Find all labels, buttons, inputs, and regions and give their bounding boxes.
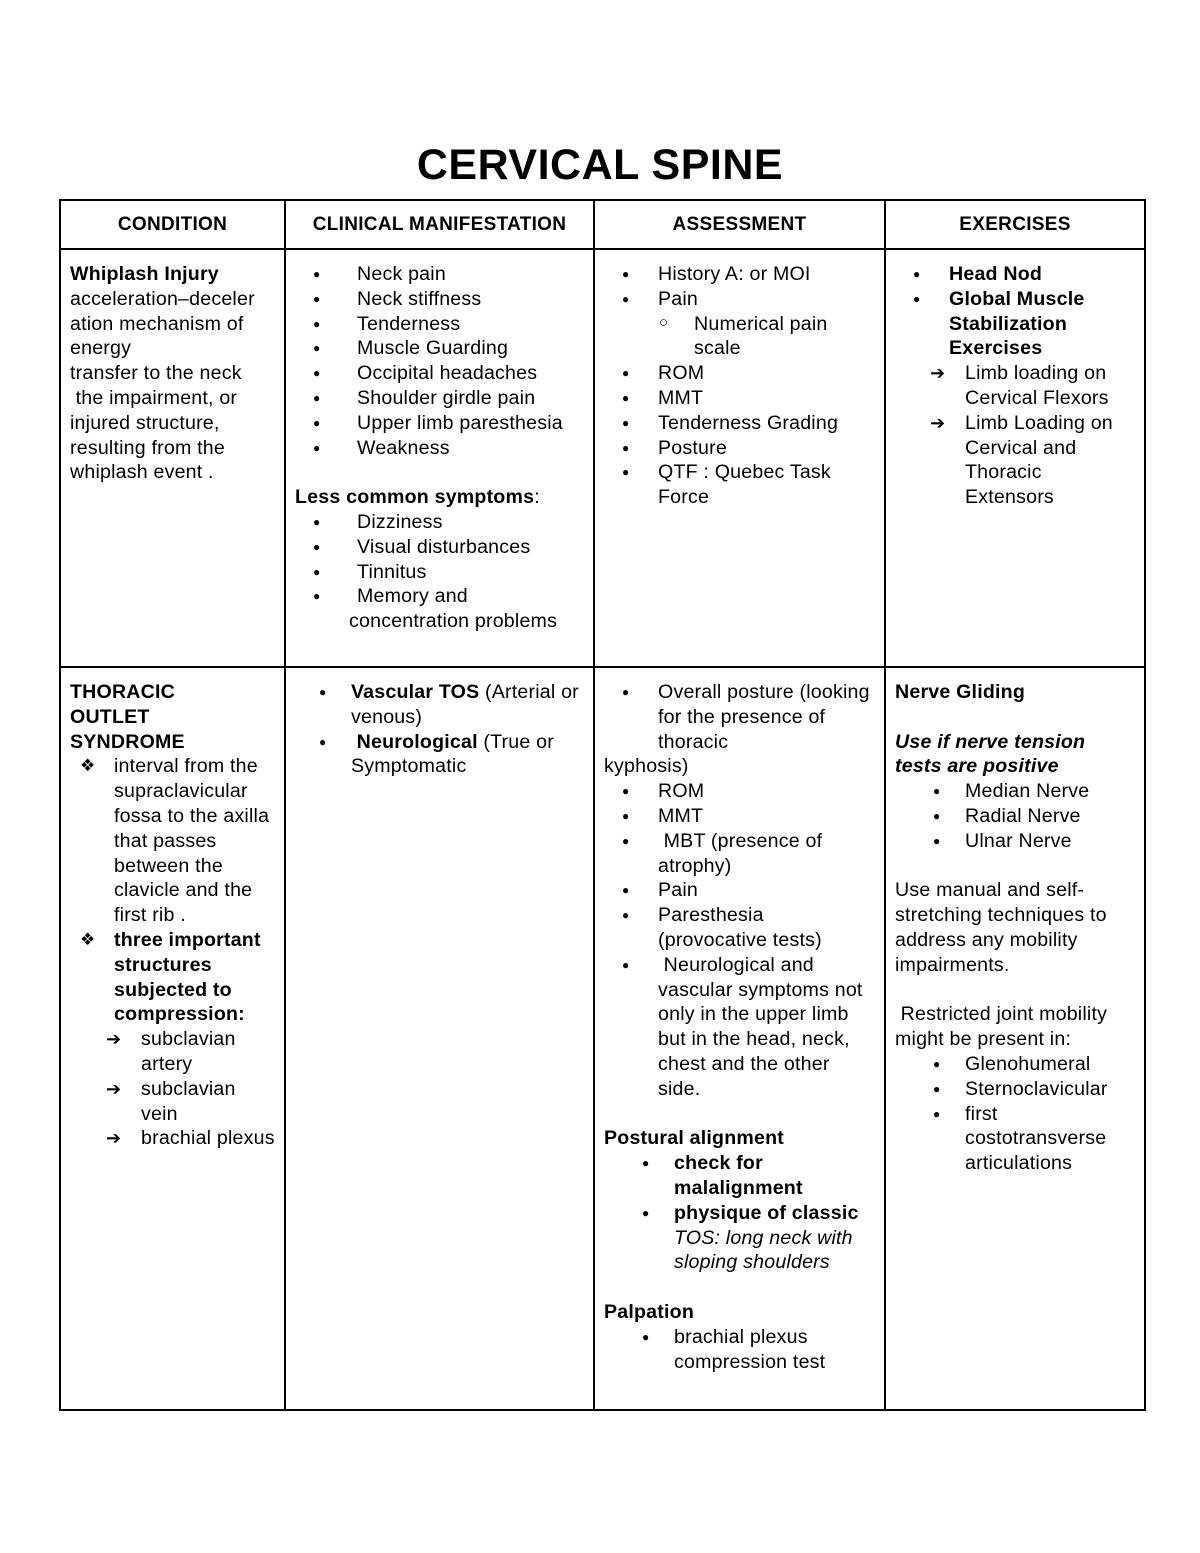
restricted-text: Restricted joint mobility might be present in: (895, 1003, 1113, 1051)
use-if-note: Use if nerve tension tests are positive (895, 730, 1086, 778)
list-item: ● Ulnar Nerve (895, 829, 1136, 854)
list-item: ● Upper limb paresthesia (295, 411, 585, 436)
header-exercises: EXERCISES (885, 200, 1145, 249)
header-condition: CONDITION (60, 200, 285, 249)
tos-condition-cell (60, 667, 285, 1410)
list-item: ● Median Nerve (895, 779, 1136, 804)
list-item: ❖ interval from the supraclavicular fossa to the axilla that passes between the clavicle and the first rib . (70, 754, 276, 928)
less-common-list (295, 510, 585, 634)
cervical-spine-table (59, 199, 1146, 1411)
list-item: ● Occipital headaches (295, 361, 585, 386)
nerve-list (895, 779, 1136, 853)
tos-exercises-cell (885, 667, 1145, 1410)
symptom-list (295, 262, 585, 460)
list-item: ● Tinnitus (295, 560, 585, 585)
list-item: ● Pain (604, 287, 876, 312)
list-item: ● Memory and concentration problems (295, 584, 585, 634)
header-row (60, 200, 1145, 249)
list-item: ● Global Muscle Stabilization Exercises (895, 287, 1136, 361)
condition-name: OUTLET (70, 705, 150, 728)
joint-list (895, 1052, 1136, 1176)
list-item: ● Neurological (True or Symptomatic (281, 730, 585, 780)
list-item: ● Neck pain (295, 262, 585, 287)
list-item: ● brachial plexus compression test (604, 1325, 876, 1375)
list-item: ● Dizziness (295, 510, 585, 535)
list-item: ● Glenohumeral (895, 1052, 1136, 1077)
list-item: ➔ Limb Loading on Cervical and Thoracic Extensors (895, 411, 1136, 510)
list-item: ➔ brachial plexus (70, 1126, 276, 1151)
list-item: ➔ Limb loading on Cervical Flexors (895, 361, 1136, 411)
list-item: ● Pain (604, 878, 876, 903)
list-item: ● physique of classic TOS: long neck with sloping shoulders (604, 1201, 876, 1275)
list-item: ● MMT (604, 386, 876, 411)
whiplash-exercises-cell (885, 249, 1145, 667)
palpation-list (604, 1325, 876, 1375)
condition-line: ation mechanism of (70, 312, 244, 335)
list-item: ● Overall posture (looking for the presence of thoracic (604, 680, 876, 754)
assessment-list (604, 262, 876, 312)
list-item: ● Muscle Guarding (295, 336, 585, 361)
list-item: ● Paresthesia (provocative tests) (604, 903, 876, 953)
condition-line: acceleration–deceler (70, 287, 255, 310)
tos-type-list (281, 680, 585, 779)
list-item: ● first costotransverse articulations (895, 1102, 1136, 1176)
manual-text: Use manual and self-stretching techniques to address any mobility impairments. (895, 879, 1107, 976)
whiplash-manifestation-cell (285, 249, 594, 667)
postural-heading: Postural alignment (604, 1127, 784, 1150)
tos-assessment-list-2 (604, 779, 876, 1101)
exercise-list (895, 262, 1136, 361)
condition-line: transfer to the neck (70, 362, 242, 385)
list-item: ● Posture (604, 436, 876, 461)
overall-wrap: kyphosis) (604, 755, 689, 778)
pain-sub-list (604, 312, 876, 362)
list-item: ● Sternoclavicular (895, 1077, 1136, 1102)
condition-line: resulting from the (70, 436, 225, 459)
header-assessment: ASSESSMENT (594, 200, 885, 249)
whiplash-condition-cell (60, 249, 285, 667)
postural-list (604, 1151, 876, 1275)
condition-line: whiplash event . (70, 461, 214, 484)
structure-list (70, 1027, 276, 1151)
list-item: ➔ subclavian artery (70, 1027, 276, 1077)
assessment-list-2 (604, 361, 876, 510)
page-title: CERVICAL SPINE (416, 141, 784, 189)
list-item: ● Vascular TOS (Arterial or venous) (281, 680, 585, 730)
condition-line: the impairment, or (70, 386, 238, 409)
tos-assessment-list (604, 680, 876, 754)
list-item: ● Weakness (295, 436, 585, 461)
list-item: ● Tenderness Grading (604, 411, 876, 436)
header-clinical-manifestation: CLINICAL MANIFESTATION (285, 200, 594, 249)
exercise-arrow-list (895, 361, 1136, 510)
list-item: ● Neck stiffness (295, 287, 585, 312)
list-item: ● Neurological and vascular symptoms not only in the upper limb but in the head, neck, chest and the other side. (604, 953, 876, 1102)
condition-line: energy (70, 337, 132, 360)
list-item: ● Radial Nerve (895, 804, 1136, 829)
nerve-gliding-heading: Nerve Gliding (895, 681, 1025, 703)
list-item: ● ROM (604, 361, 876, 386)
list-item: ● Tenderness (295, 312, 585, 337)
whiplash-assessment-cell (594, 249, 885, 667)
condition-name: THORACIC (70, 681, 176, 703)
list-item: ● ROM (604, 779, 876, 804)
list-item: ● Visual disturbances (295, 535, 585, 560)
palpation-heading: Palpation (604, 1300, 694, 1323)
list-item: ● QTF : Quebec Task Force (604, 460, 876, 510)
condition-line: injured structure, (70, 411, 220, 434)
tos-assessment-cell (594, 667, 885, 1410)
list-item: ● MBT (presence of atrophy) (604, 829, 876, 879)
list-item: ● Shoulder girdle pain (295, 386, 585, 411)
tos-point-list (70, 754, 276, 1027)
list-item: ➔ subclavian vein (70, 1077, 276, 1127)
table-row (60, 667, 1145, 1410)
list-item: ❖ three important structures subjected to compression: (70, 928, 276, 1027)
condition-name: SYNDROME (70, 730, 185, 753)
list-item: ● History A: or MOI (604, 262, 876, 287)
list-item: ○ Numerical pain scale (604, 312, 876, 362)
table-row (60, 249, 1145, 667)
list-item: ● check for malalignment (604, 1151, 876, 1201)
list-item: ● MMT (604, 804, 876, 829)
tos-manifestation-cell (285, 667, 594, 1410)
less-common-heading: Less common symptoms: (295, 486, 540, 509)
list-item: ● Head Nod (895, 262, 1136, 287)
condition-name: Whiplash Injury (70, 263, 219, 285)
